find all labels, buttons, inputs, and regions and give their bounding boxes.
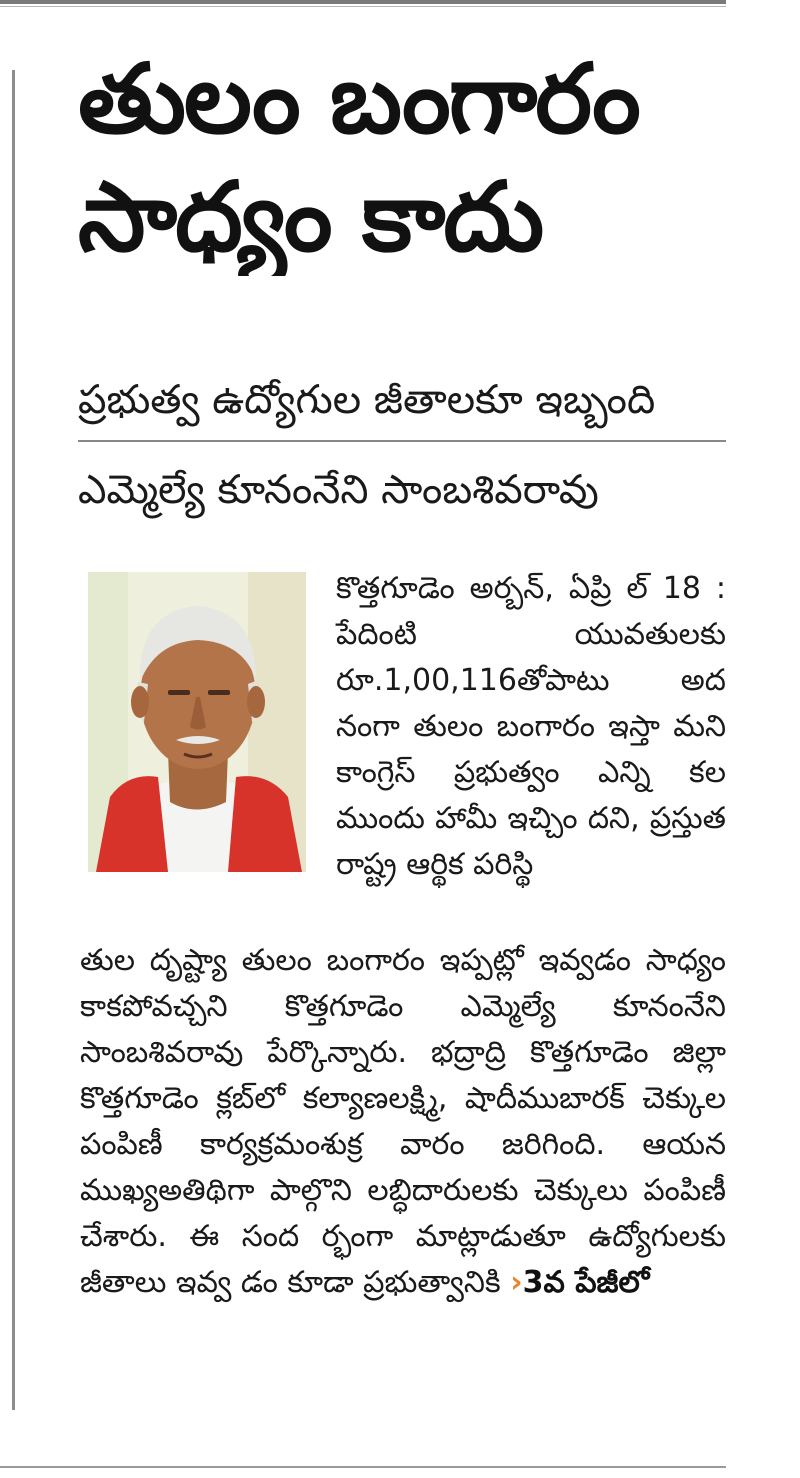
article-body (80, 938, 726, 1306)
continued-on-page-link[interactable] (510, 1265, 649, 1300)
body-text: తుల దృష్ట్యా తులం బంగారం ఇప్పట్లో ఇవ్వడం సాధ్యం కాకపోవచ్చని కొత్తగూడెం ఎమ్మెల్యే కూనంనేని సాంబశివరావు పేర్కొన్నారు. భద్రాద్రి కొత్తగూడెం జిల్లా కొత్తగూడెం క్లబ్‌లో కల్యాణలక్ష్మి, షాదీముబారక్ చెక్కుల పంపిణీ కార్యక్రమంశుక్ర వారం జరిగింది. ఆయన ముఖ్యఅతిథిగా పాల్గొని లబ్ధిదారులకు చెక్కులు పంపిణీ చేశారు. ఈ సంద ర్భంగా మాట్లాడుతూ ఉద్యోగులకు జీతాలు ఇవ్వ డం కూడా ప్రభుత్వానికి (80, 943, 726, 1300)
top-border (0, 0, 726, 4)
subheadline: ప్రభుత్వ ఉద్యోగుల జీతాలకూ ఇబ్బంది (78, 360, 726, 442)
chevron-right-icon: › (510, 1265, 523, 1300)
continued-label: 3వ పేజీలో (522, 1265, 650, 1300)
intro-text: ల్ 18 : పేదింటి యువతులకు రూ.1,00,116తోపాటు అద నంగా తులం బంగారం ఇస్తా మని కాంగ్రెస్ ప్రభుత్వం ఎన్ని కల ముందు హామీ ఇచ్చిం దని, ప్రస్తుత రాష్ట్ర ఆర్థిక పరిస్థి (336, 571, 727, 882)
byline: ఎమ్మెల్యే కూనంనేని సాంబశివరావు (78, 467, 599, 513)
headline (78, 40, 728, 276)
headline-line-1: తులం బంగారం (78, 43, 639, 155)
article-intro (336, 566, 726, 888)
headline-line-2: సాధ్యం కాదు (78, 161, 543, 273)
bottom-border (0, 1466, 726, 1468)
top-border-thin (0, 6, 726, 7)
news-article (78, 40, 728, 513)
portrait-photo (88, 572, 306, 872)
dateline: కొత్తగూడెం అర్బన్, ఏప్రి (336, 571, 612, 606)
left-column-rule (12, 70, 15, 1410)
